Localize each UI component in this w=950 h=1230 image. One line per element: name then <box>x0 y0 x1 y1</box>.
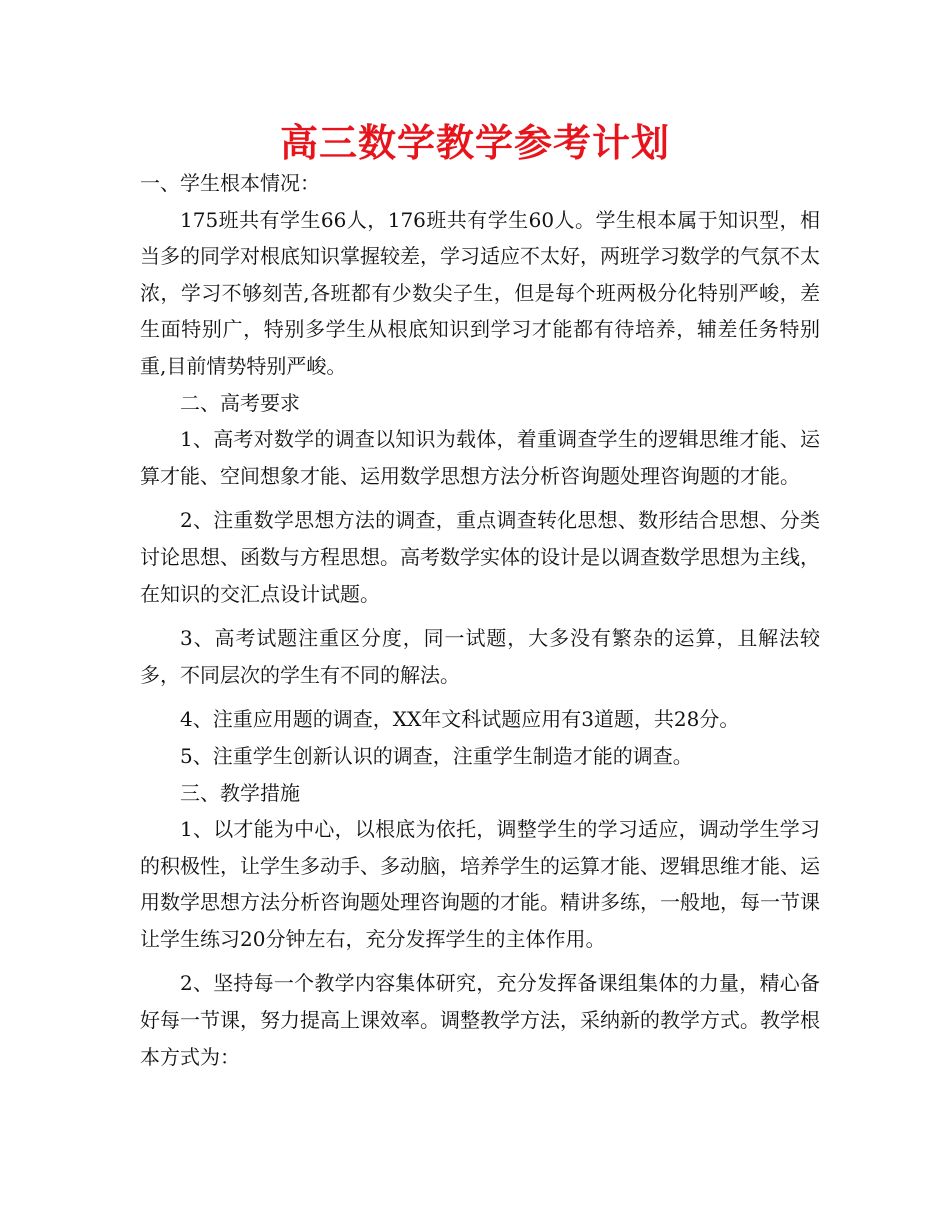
paragraph-requirement-1: 1、高考对数学的调查以知识为载体，着重调查学生的逻辑思维才能、运算才能、空间想象才能、运用数学思想方法分析咨询题处理咨询题的才能。 <box>140 427 820 488</box>
paragraph-requirement-4: 4、注重应用题的调查，XX年文科试题应用有3道题，共28分。 <box>180 707 740 732</box>
paragraph-requirement-3: 3、高考试题注重区分度，同一试题，大多没有繁杂的运算，且解法较多，不同层次的学生有不同的解法。 <box>140 626 820 687</box>
document-title: 高三数学教学参考计划 <box>279 121 670 165</box>
paragraph-requirement-5: 5、注重学生创新认识的调查，注重学生制造才能的调查。 <box>180 743 693 768</box>
paragraph-requirement-2: 2、注重数学思想方法的调查，重点调查转化思想、数形结合思想、分类讨论思想、函数与方程思想。高考数学实体的设计是以调查数学思想为主线，在知识的交汇点设计试题。 <box>140 508 820 606</box>
section-heading-student-situation: 一、学生根本情况： <box>140 171 320 195</box>
paragraph-student-situation: 175班共有学生66人，176班共有学生60人。学生根本属于知识型，相当多的同学对根底知识掌握较差，学习适应不太好，两班学习数学的气氛不太浓，学习不够刻苦,各班都有少数尖子生，但是每个班两极分化特别严峻，差生面特别广，特别多学生从根底知识到学习才能都有待培养，辅差任务特别重,目前情势特别严峻。 <box>140 207 820 378</box>
paragraph-measure-2: 2、坚持每一个教学内容集体研究，充分发挥备课组集体的力量，精心备好每一节课，努力提高上课效率。调整教学方法，采纳新的教学方式。教学根本方式为： <box>140 971 820 1069</box>
document-body <box>140 165 820 1075</box>
paragraph-measure-1: 1、以才能为中心，以根底为依托，调整学生的学习适应，调动学生学习的积极性，让学生多动手、多动脑，培养学生的运算才能、逻辑思维才能、运用数学思想方法分析咨询题处理咨询题的才能。精讲多练，一般地，每一节课让学生练习20分钟左右，充分发挥学生的主体作用。 <box>140 817 820 951</box>
section-heading-exam-requirements: 二、高考要求 <box>180 390 300 415</box>
section-heading-teaching-measures: 三、教学措施 <box>180 780 300 805</box>
